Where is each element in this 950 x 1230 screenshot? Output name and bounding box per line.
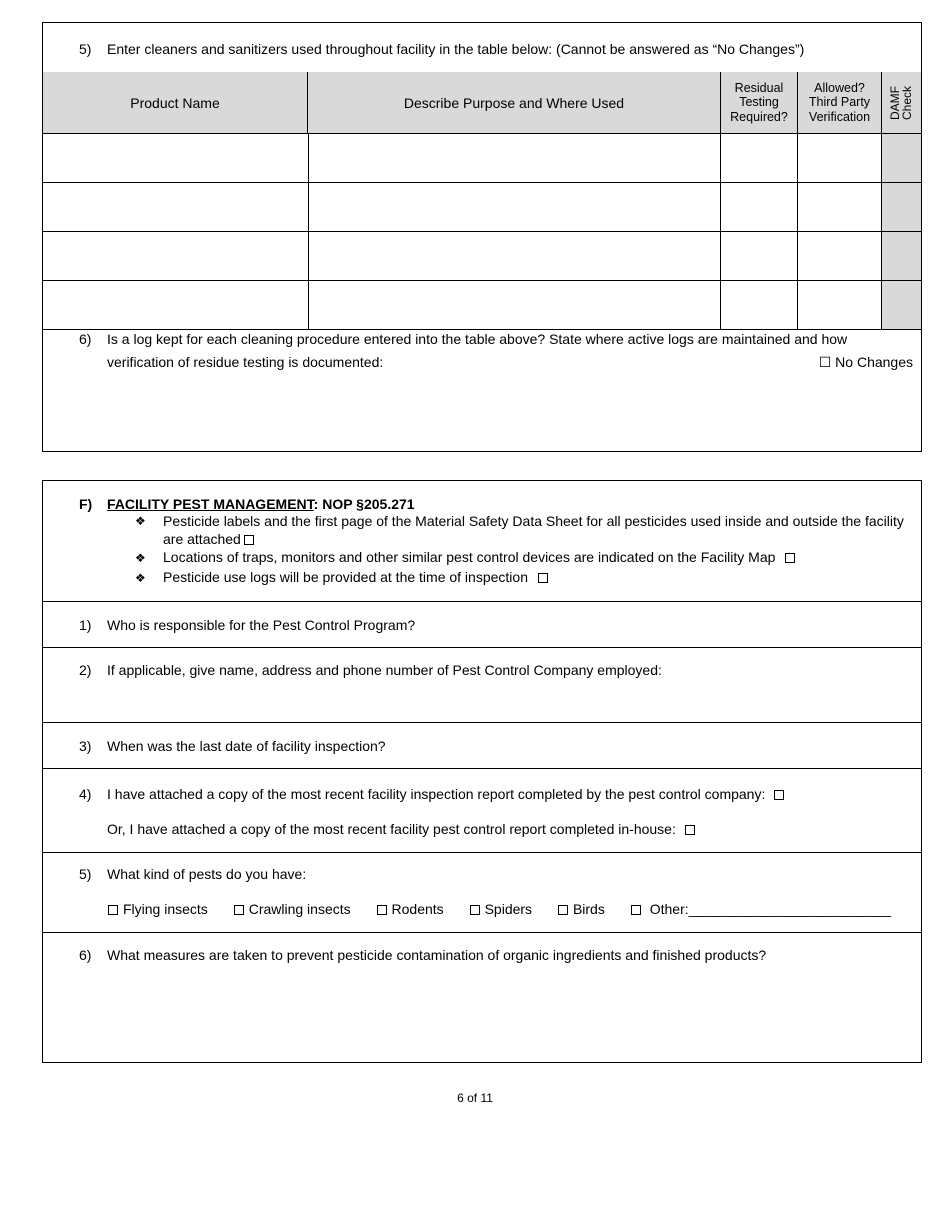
- cleaners-table: [43, 72, 921, 330]
- table-row[interactable]: [43, 134, 921, 182]
- inhouse-report-checkbox[interactable]: [685, 825, 695, 835]
- table-row[interactable]: [43, 183, 921, 231]
- q6-answer-area[interactable]: [107, 379, 907, 445]
- f-q5-text: What kind of pests do you have:: [107, 866, 307, 882]
- section-title-text: FACILITY PEST MANAGEMENT: [107, 496, 314, 512]
- table-row[interactable]: [43, 232, 921, 280]
- checkbox-icon: [234, 905, 244, 915]
- pest-management-section: [42, 480, 922, 1063]
- section-title: [107, 496, 415, 512]
- f-q3-text: When was the last date of facility inspection?: [107, 738, 386, 754]
- checkbox-icon: [631, 905, 641, 915]
- section-letter: F): [79, 496, 93, 512]
- f-q6-answer-area[interactable]: [107, 971, 907, 1051]
- q6-number: 6): [79, 331, 92, 347]
- checkbox-icon: [377, 905, 387, 915]
- header-allowed-verification: Allowed? Third Party Verification: [798, 72, 882, 133]
- pest-option-other[interactable]: Other:__________________________: [628, 901, 891, 917]
- header-residual-testing: Residual Testing Required?: [721, 72, 798, 133]
- cleaners-section: [42, 22, 922, 452]
- f-q4-text-b: Or, I have attached a copy of the most recent facility pest control report completed in-house:: [107, 821, 695, 837]
- q5-number: 5): [79, 41, 92, 57]
- q6-line1: Is a log kept for each cleaning procedure entered into the table above? State where active logs are maintained and how: [107, 331, 848, 347]
- bullet-item: Locations of traps, monitors and other similar pest control devices are indicated on the Facility Map: [163, 548, 795, 566]
- q5-text: Enter cleaners and sanitizers used throughout facility in the table below: (Cannot be answered as “No Changes”): [107, 41, 805, 57]
- pest-option-flying[interactable]: Flying insects: [107, 901, 208, 917]
- f-q1-number: 1): [79, 617, 92, 633]
- no-changes-label: No Changes: [835, 354, 913, 370]
- bullet-item: Pesticide use logs will be provided at the time of inspection: [163, 568, 548, 586]
- table-row[interactable]: [43, 281, 921, 329]
- diamond-bullet-icon: ❖: [135, 514, 146, 528]
- pest-options: [107, 901, 891, 917]
- page-number: 6 of 11: [457, 1091, 493, 1105]
- f-q1-text: Who is responsible for the Pest Control Program?: [107, 617, 416, 633]
- pesticide-logs-checkbox[interactable]: [538, 573, 548, 583]
- f-q3-number: 3): [79, 738, 92, 754]
- f-q2-text: If applicable, give name, address and phone number of Pest Control Company employed:: [107, 662, 662, 678]
- f-q4-text-a: I have attached a copy of the most recent facility inspection report completed by the pest control company:: [107, 786, 784, 802]
- diamond-bullet-icon: ❖: [135, 571, 146, 585]
- no-changes-checkbox[interactable]: [819, 354, 913, 371]
- f-q2-number: 2): [79, 662, 92, 678]
- pest-option-crawling[interactable]: Crawling insects: [231, 901, 351, 917]
- pest-option-birds[interactable]: Birds: [555, 901, 605, 917]
- nop-reference: : NOP §205.271: [313, 496, 415, 512]
- facility-map-checkbox[interactable]: [785, 553, 795, 563]
- header-product-name: Product Name: [43, 72, 308, 133]
- checkbox-icon: [470, 905, 480, 915]
- pest-option-spiders[interactable]: Spiders: [467, 901, 532, 917]
- f-q6-number: 6): [79, 947, 92, 963]
- checkbox-icon: [108, 905, 118, 915]
- inspection-report-checkbox[interactable]: [774, 790, 784, 800]
- f-q4-number: 4): [79, 786, 92, 802]
- f-q5-number: 5): [79, 866, 92, 882]
- attached-checkbox[interactable]: [244, 535, 254, 545]
- q6-line2: verification of residue testing is documented:: [107, 354, 384, 370]
- header-damf-check: DAMF Check: [882, 72, 921, 133]
- f-q6-text: What measures are taken to prevent pesticide contamination of organic ingredients and finished products?: [107, 947, 767, 963]
- bullet-item: Pesticide labels and the first page of the Material Safety Data Sheet for all pesticides used inside and outside the facility are attached: [163, 513, 904, 547]
- checkbox-icon: [558, 905, 568, 915]
- diamond-bullet-icon: ❖: [135, 551, 146, 565]
- checkbox-icon: ☐: [818, 354, 832, 370]
- pest-option-rodents[interactable]: Rodents: [374, 901, 444, 917]
- header-purpose: Describe Purpose and Where Used: [308, 72, 721, 133]
